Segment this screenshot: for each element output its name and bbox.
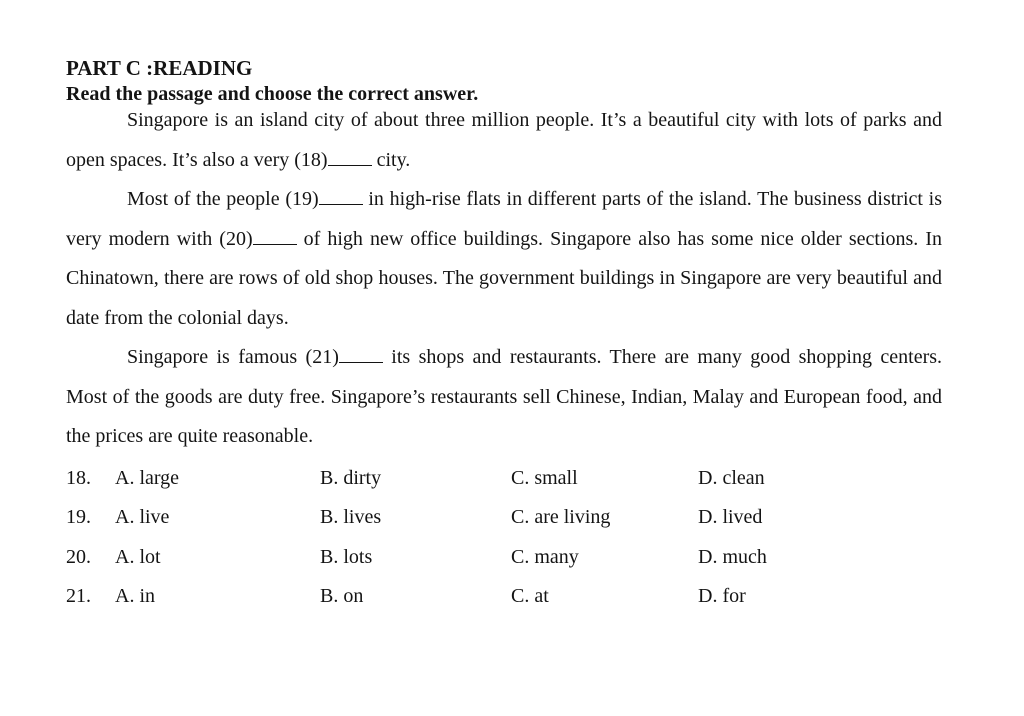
blank-number-21: (21) bbox=[305, 346, 339, 368]
option-d: D. clean bbox=[698, 466, 765, 489]
passage-text: Most of the people bbox=[127, 188, 286, 210]
option-b: B. dirty bbox=[320, 466, 382, 489]
option-b: B. on bbox=[320, 585, 364, 607]
passage-text: Singapore is famous bbox=[127, 346, 306, 368]
passage-text: in high-rise flats in different parts of the island. The business district is very modern with bbox=[66, 188, 942, 250]
question-number: 21. bbox=[66, 585, 91, 607]
option-d: D. lived bbox=[698, 506, 763, 528]
blank-number-18: (18) bbox=[294, 148, 328, 171]
passage-text: city. bbox=[371, 148, 411, 171]
option-a: A. large bbox=[115, 466, 180, 489]
instruction-text: Read the passage and choose the correct answer. bbox=[66, 83, 479, 105]
question-list bbox=[66, 459, 942, 617]
option-a: A. in bbox=[115, 585, 155, 607]
passage-paragraph-3 bbox=[66, 338, 942, 457]
answer-blank-18 bbox=[328, 151, 372, 166]
option-d: D. for bbox=[698, 585, 746, 607]
question-row-20 bbox=[66, 538, 942, 578]
question-row-18 bbox=[66, 459, 942, 499]
passage-text: of high new office buildings. Singapore also has some nice older sections. In Chinatown, there are rows of old shop houses. The government buildings in Singapore are very beautiful and date from the colonial days. bbox=[66, 227, 943, 329]
option-b: B. lives bbox=[320, 506, 382, 528]
passage-paragraph-2 bbox=[66, 180, 942, 338]
answer-blank-20 bbox=[253, 230, 297, 245]
blank-number-19: (19) bbox=[285, 188, 319, 210]
question-row-21 bbox=[66, 577, 942, 617]
reading-passage bbox=[66, 101, 942, 457]
option-c: C. small bbox=[511, 466, 578, 489]
answer-blank-19 bbox=[319, 190, 363, 205]
question-number: 19. bbox=[66, 506, 91, 528]
question-row-19 bbox=[66, 498, 942, 538]
passage-text: Singapore is an island city of about three million people. It’s a beautiful city with lots of parks and open spaces. It’s also a very bbox=[66, 109, 942, 171]
option-c: C. at bbox=[511, 585, 549, 607]
option-a: A. live bbox=[115, 506, 170, 528]
question-number: 20. bbox=[66, 545, 91, 568]
option-c: C. are living bbox=[511, 506, 611, 528]
question-number: 18. bbox=[66, 466, 91, 489]
answer-blank-21 bbox=[339, 348, 383, 363]
passage-paragraph-1 bbox=[66, 101, 942, 180]
option-b: B. lots bbox=[320, 545, 373, 568]
reading-section bbox=[66, 55, 942, 617]
option-d: D. much bbox=[698, 545, 767, 568]
option-c: C. many bbox=[511, 545, 579, 568]
passage-text: its shops and restaurants. There are many good shopping centers. Most of the goods are duty free. Singapore’s restaurants sell Chinese, Indian, Malay and European food, and the prices are quite reasonable. bbox=[66, 346, 943, 447]
option-a: A. lot bbox=[115, 545, 161, 568]
blank-number-20: (20) bbox=[219, 227, 253, 250]
part-title: PART C :READING bbox=[66, 56, 253, 80]
